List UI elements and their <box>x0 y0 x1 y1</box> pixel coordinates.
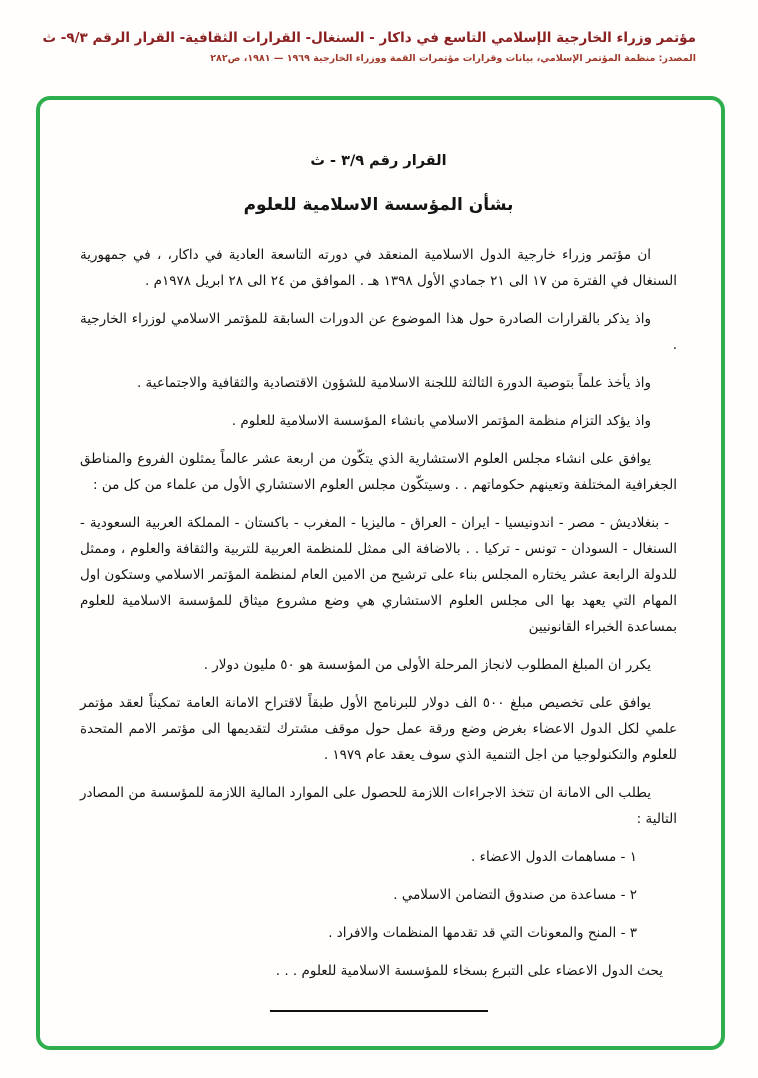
paragraph-approves-council: يوافق على انشاء مجلس العلوم الاستشارية الذي يتكّون من اربعة عشر عالماً يمثلون الفروع والمناطق الجغرافية المختلفة وتعينهم حكوماتهم . . وسيتكّون مجلس العلوم الاستشاري الأول من علماء من كل من : <box>80 451 677 493</box>
list-item-member-contributions: ١ - مساهمات الدول الاعضاء . <box>471 849 637 865</box>
paragraph-requests-secretariat: يطلب الى الامانة ان تتخذ الاجراءات اللازمة للحصول على الموارد المالية اللازمة للمؤسسة من المصادر التالية : <box>80 785 677 827</box>
paragraph-takes-note: واذ يأخذ علماً بتوصية الدورة الثالثة لللجنة الاسلامية للشؤون الاقتصادية والثقافية والاجتماعية . <box>136 375 651 391</box>
resolution-subject-title: بشأن المؤسسة الاسلامية للعلوم <box>243 195 514 215</box>
list-item-solidarity-fund: ٢ - مساعدة من صندوق التضامن الاسلامي . <box>393 887 637 903</box>
closing-exhortation: يحث الدول الاعضاء على التبرع بسخاء للمؤسسة الاسلامية للعلوم . . . <box>275 963 663 979</box>
resolution-number-title: القرار رقم ٣/٩ - ث <box>310 153 447 169</box>
paragraph-affirms: واذ يؤكد التزام منظمة المؤتمر الاسلامي بانشاء المؤسسة الاسلامية للعلوم . <box>231 413 651 429</box>
paragraph-preamble: ان مؤتمر وزراء خارجية الدول الاسلامية المنعقد في دورته التاسعة العادية في داكار، ، في جمهورية السنغال في الفترة من ١٧ الى ٢١ جمادي الأول ١٣٩٨ هـ . الموافق من ٢٤ الى ٢٨ ابريل ١٩٧٨م . <box>80 247 677 289</box>
header-title-line: مؤتمر وزراء الخارجية الإسلامي التاسع في داكار - السنغال- القرارات الثقافية- القرار الرقم ٩/٣- ث <box>42 30 696 46</box>
document-header <box>40 30 696 64</box>
paragraph-country-list: - بنغلاديش - مصر - اندونيسيا - ايران - العراق - ماليزيا - المغرب - باكستان - المملكة العربية السعودية - السنغال - السودان - تونس - تركيا . . بالاضافة الى ممثل للمنظمة العربية للتربية والثقافة والعلوم ، وممثل للدولة الرابعة عشر يختاره المجلس بناء على ترشيح من الامين العام لمنظمة المؤتمر الاسلامي وستكون اول المهام التي يعهد بها الى مجلس العلوم الاستشاري هي وضع مشروع ميثاق للمؤسسة الاسلامية للعلوم بمساعدة الخبراء القانونيين <box>80 515 677 635</box>
green-border-frame <box>36 96 725 1050</box>
paragraph-approves-budget: يوافق على تخصيص مبلغ ٥٠٠ الف دولار للبرنامج الأول طبقاً لاقتراح الامانة العامة تمكيناً لعقد مؤتمر علمي لكل الدول الاعضاء بغرض وضع ورقة عمل حول موقف مشترك لتقديمها الى مؤتمر الامم المتحدة للعلوم والتكنولوجيا من اجل التنمية الذي سوف يعقد عام ١٩٧٩ . <box>80 695 677 763</box>
footer-divider <box>270 1010 488 1012</box>
header-source-line: المصدر: منظمة المؤتمر الإسلامي، بيانات وقرارات مؤتمرات القمة ووزراء الخارجية ١٩٦٩ — ١٩٨١، ص٢٨٢ <box>210 53 696 64</box>
paragraph-recalls: واذ يذكر بالقرارات الصادرة حول هذا الموضوع عن الدورات السابقة للمؤتمر الاسلامي لوزراء الخارجية . <box>80 311 677 353</box>
document-content <box>40 100 721 1046</box>
list-item-grants-donations: ٣ - المنح والمعونات التي قد تقدمها المنظمات والافراد . <box>328 925 637 941</box>
paragraph-reiterates-amount: يكرر ان المبلغ المطلوب لانجاز المرحلة الأولى من المؤسسة هو ٥٠ مليون دولار . <box>203 657 651 673</box>
